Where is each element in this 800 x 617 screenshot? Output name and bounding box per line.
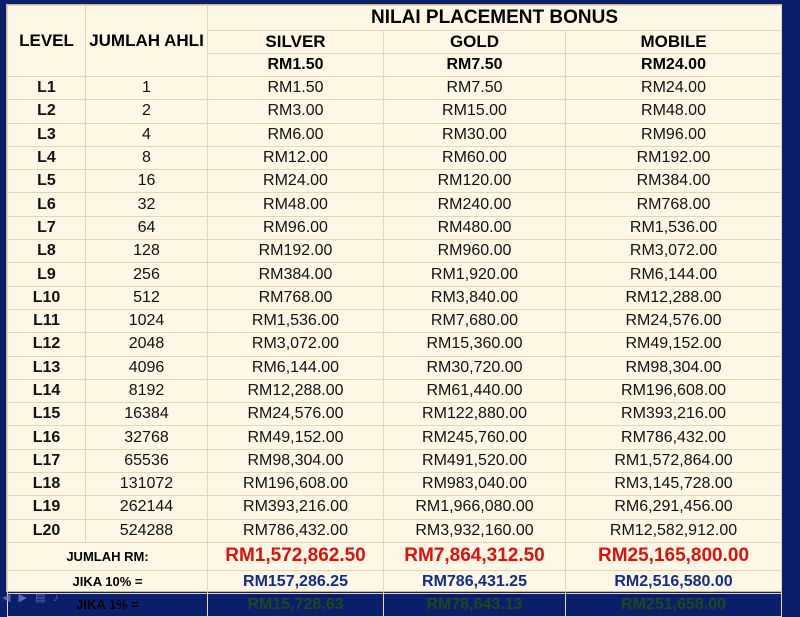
- silver-cell: RM1,536.00: [208, 309, 384, 332]
- gold-cell: RM3,840.00: [384, 286, 566, 309]
- ten-percent-row: [8, 570, 782, 593]
- level-cell: L17: [8, 449, 86, 472]
- mobile-header: MOBILE: [566, 31, 782, 54]
- level-cell: L12: [8, 333, 86, 356]
- gold-cell: RM960.00: [384, 240, 566, 263]
- ahli-cell: 16: [86, 170, 208, 193]
- ten-percent-label: JIKA 10% =: [8, 570, 208, 593]
- table-row: [8, 240, 782, 263]
- mobile-cell: RM12,288.00: [566, 286, 782, 309]
- table-row: [8, 403, 782, 426]
- level-cell: L14: [8, 379, 86, 402]
- level-cell: L13: [8, 356, 86, 379]
- table-title: NILAI PLACEMENT BONUS: [208, 6, 782, 31]
- ahli-cell: 256: [86, 263, 208, 286]
- placement-bonus-table: [7, 5, 782, 617]
- table-row: [8, 449, 782, 472]
- gold-header: GOLD: [384, 31, 566, 54]
- gold-cell: RM3,932,160.00: [384, 519, 566, 542]
- mobile-cell: RM768.00: [566, 193, 782, 216]
- table-row: [8, 216, 782, 239]
- mobile-cell: RM98,304.00: [566, 356, 782, 379]
- jumlah-ahli-header: JUMLAH AHLI: [86, 6, 208, 77]
- ahli-cell: 262144: [86, 496, 208, 519]
- ahli-cell: 512: [86, 286, 208, 309]
- mobile-cell: RM24,576.00: [566, 309, 782, 332]
- ten-percent-silver: RM157,286.25: [208, 570, 384, 593]
- table-row: [8, 193, 782, 216]
- arrow-left-icon[interactable]: ◀: [2, 592, 11, 604]
- gold-cell: RM120.00: [384, 170, 566, 193]
- ahli-cell: 128: [86, 240, 208, 263]
- silver-cell: RM384.00: [208, 263, 384, 286]
- ahli-cell: 131072: [86, 473, 208, 496]
- level-cell: L4: [8, 146, 86, 169]
- ahli-cell: 64: [86, 216, 208, 239]
- table-row: [8, 309, 782, 332]
- silver-cell: RM3,072.00: [208, 333, 384, 356]
- level-cell: L6: [8, 193, 86, 216]
- ahli-cell: 65536: [86, 449, 208, 472]
- one-percent-gold: RM78,643.13: [384, 593, 566, 616]
- one-percent-silver: RM15,728.63: [208, 593, 384, 616]
- table-row: [8, 170, 782, 193]
- silver-cell: RM1.50: [208, 77, 384, 100]
- silver-cell: RM6.00: [208, 123, 384, 146]
- mobile-cell: RM786,432.00: [566, 426, 782, 449]
- total-gold: RM7,864,312.50: [384, 542, 566, 570]
- gold-cell: RM983,040.00: [384, 473, 566, 496]
- speaker-icon[interactable]: ♪: [53, 591, 59, 604]
- ahli-cell: 32: [86, 193, 208, 216]
- slide-nav-bar: [2, 591, 59, 604]
- table-row: [8, 263, 782, 286]
- gold-cell: RM1,966,080.00: [384, 496, 566, 519]
- level-cell: L15: [8, 403, 86, 426]
- silver-cell: RM786,432.00: [208, 519, 384, 542]
- gold-price: RM7.50: [384, 54, 566, 77]
- silver-cell: RM24.00: [208, 170, 384, 193]
- ahli-cell: 8: [86, 146, 208, 169]
- gold-cell: RM30.00: [384, 123, 566, 146]
- mobile-cell: RM24.00: [566, 77, 782, 100]
- mobile-cell: RM1,572,864.00: [566, 449, 782, 472]
- silver-cell: RM393,216.00: [208, 496, 384, 519]
- ten-percent-gold: RM786,431.25: [384, 570, 566, 593]
- table-row: [8, 473, 782, 496]
- table-row: [8, 519, 782, 542]
- table-row: [8, 379, 782, 402]
- silver-cell: RM96.00: [208, 216, 384, 239]
- mobile-price: RM24.00: [566, 54, 782, 77]
- level-cell: L18: [8, 473, 86, 496]
- table-row: [8, 333, 782, 356]
- menu-icon[interactable]: ▤: [34, 592, 46, 604]
- mobile-cell: RM3,145,728.00: [566, 473, 782, 496]
- level-cell: L1: [8, 77, 86, 100]
- level-cell: L9: [8, 263, 86, 286]
- table-row: [8, 286, 782, 309]
- level-header: LEVEL: [8, 6, 86, 77]
- one-percent-label: JIKA 1% =: [8, 593, 208, 616]
- gold-cell: RM1,920.00: [384, 263, 566, 286]
- gold-cell: RM15,360.00: [384, 333, 566, 356]
- total-row: [8, 542, 782, 570]
- level-cell: L19: [8, 496, 86, 519]
- ahli-cell: 32768: [86, 426, 208, 449]
- table-row: [8, 356, 782, 379]
- table-row: [8, 123, 782, 146]
- silver-cell: RM48.00: [208, 193, 384, 216]
- silver-cell: RM12,288.00: [208, 379, 384, 402]
- gold-cell: RM245,760.00: [384, 426, 566, 449]
- mobile-cell: RM6,291,456.00: [566, 496, 782, 519]
- level-rows: [8, 77, 782, 543]
- silver-price: RM1.50: [208, 54, 384, 77]
- mobile-cell: RM192.00: [566, 146, 782, 169]
- ahli-cell: 1: [86, 77, 208, 100]
- level-cell: L7: [8, 216, 86, 239]
- table-row: [8, 146, 782, 169]
- table-row: [8, 77, 782, 100]
- silver-cell: RM196,608.00: [208, 473, 384, 496]
- table-row: [8, 496, 782, 519]
- ahli-cell: 4: [86, 123, 208, 146]
- gold-cell: RM7,680.00: [384, 309, 566, 332]
- level-cell: L5: [8, 170, 86, 193]
- gold-cell: RM60.00: [384, 146, 566, 169]
- total-mobile: RM25,165,800.00: [566, 542, 782, 570]
- mobile-cell: RM6,144.00: [566, 263, 782, 286]
- gold-cell: RM61,440.00: [384, 379, 566, 402]
- ahli-cell: 4096: [86, 356, 208, 379]
- silver-cell: RM3.00: [208, 100, 384, 123]
- mobile-cell: RM96.00: [566, 123, 782, 146]
- table-row: [8, 100, 782, 123]
- ahli-cell: 2: [86, 100, 208, 123]
- level-cell: L11: [8, 309, 86, 332]
- gold-cell: RM15.00: [384, 100, 566, 123]
- gold-cell: RM240.00: [384, 193, 566, 216]
- silver-cell: RM24,576.00: [208, 403, 384, 426]
- silver-cell: RM192.00: [208, 240, 384, 263]
- silver-cell: RM49,152.00: [208, 426, 384, 449]
- total-silver: RM1,572,862.50: [208, 542, 384, 570]
- level-cell: L2: [8, 100, 86, 123]
- level-cell: L10: [8, 286, 86, 309]
- ten-percent-mobile: RM2,516,580.00: [566, 570, 782, 593]
- silver-cell: RM98,304.00: [208, 449, 384, 472]
- level-cell: L20: [8, 519, 86, 542]
- one-percent-mobile: RM251,658.00: [566, 593, 782, 616]
- mobile-cell: RM384.00: [566, 170, 782, 193]
- silver-cell: RM768.00: [208, 286, 384, 309]
- ahli-cell: 16384: [86, 403, 208, 426]
- mobile-cell: RM12,582,912.00: [566, 519, 782, 542]
- level-cell: L8: [8, 240, 86, 263]
- silver-cell: RM12.00: [208, 146, 384, 169]
- ahli-cell: 2048: [86, 333, 208, 356]
- silver-cell: RM6,144.00: [208, 356, 384, 379]
- ahli-cell: 1024: [86, 309, 208, 332]
- mobile-cell: RM393,216.00: [566, 403, 782, 426]
- total-label: JUMLAH RM:: [8, 542, 208, 570]
- gold-cell: RM122,880.00: [384, 403, 566, 426]
- bonus-table-panel: [6, 4, 782, 613]
- gold-cell: RM7.50: [384, 77, 566, 100]
- mobile-cell: RM1,536.00: [566, 216, 782, 239]
- arrow-right-icon[interactable]: ▶: [18, 592, 27, 604]
- mobile-cell: RM48.00: [566, 100, 782, 123]
- mobile-cell: RM196,608.00: [566, 379, 782, 402]
- mobile-cell: RM3,072.00: [566, 240, 782, 263]
- level-cell: L3: [8, 123, 86, 146]
- gold-cell: RM480.00: [384, 216, 566, 239]
- gold-cell: RM491,520.00: [384, 449, 566, 472]
- level-cell: L16: [8, 426, 86, 449]
- mobile-cell: RM49,152.00: [566, 333, 782, 356]
- ahli-cell: 8192: [86, 379, 208, 402]
- silver-header: SILVER: [208, 31, 384, 54]
- gold-cell: RM30,720.00: [384, 356, 566, 379]
- table-row: [8, 426, 782, 449]
- ahli-cell: 524288: [86, 519, 208, 542]
